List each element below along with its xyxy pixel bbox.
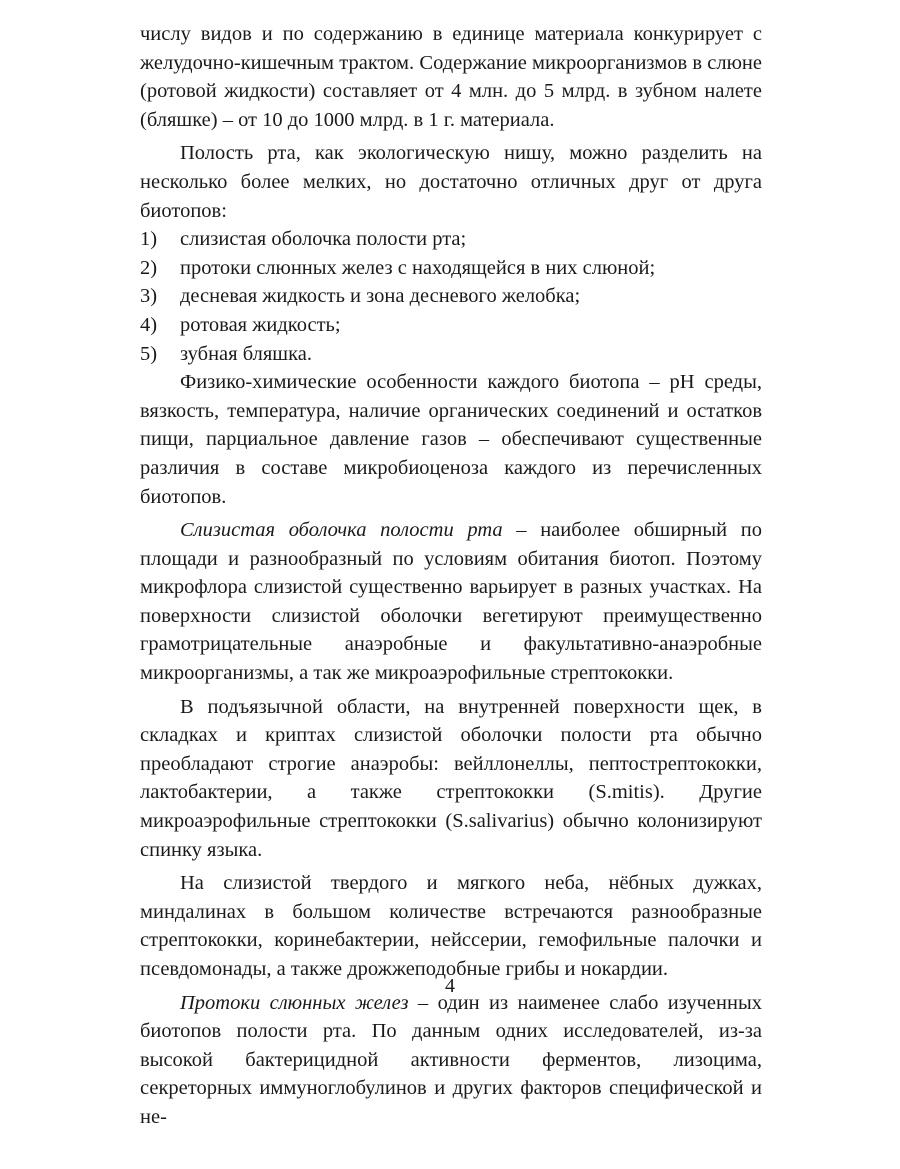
list-text: ротовая жидкость; bbox=[180, 313, 341, 336]
list-text: зубная бляшка. bbox=[180, 342, 312, 365]
paragraph-biotopes: Полость рта, как экологическую нишу, можно разделить на несколько более мелких, но достаточно отличных друг от друга биотопов: bbox=[140, 142, 762, 222]
paragraph-intro: числу видов и по содержанию в единице материала конкурирует с желудочно-кишечным трактом. Содержание микроорганизмов в слюне (ротовой жидкости) составляет от 4 млн. до 5 млрд. в зубном налете (бляшке) – от 10 до 1000 млрд. в 1 г. материала. bbox=[140, 23, 762, 131]
list-item bbox=[140, 340, 762, 369]
list-item bbox=[140, 254, 762, 283]
paragraph-salivary-ducts bbox=[140, 989, 762, 1132]
paragraph-palate: На слизистой твердого и мягкого неба, нёбных дужках, миндалинах в большом количестве встречаются разнообразные стрептококки, коринебактерии, нейссерии, гемофильные палочки и псевдомонады, а также дрожжеподобные грибы и нокардии. bbox=[140, 872, 762, 980]
page-number: 4 bbox=[445, 975, 455, 997]
paragraph-salivary-ducts-text: – один из наименее слабо изученных биотопов полости рта. По данным одних исследователей, из-за высокой бактерицидной активности ферментов, лизоцима, секреторных иммуноглобулинов и других факторов специфической и не- bbox=[140, 991, 762, 1128]
list-number: 5) bbox=[140, 342, 158, 365]
list-number: 4) bbox=[140, 313, 158, 336]
list-text: протоки слюнных желез с находящейся в них слюной; bbox=[180, 256, 656, 279]
paragraph-mucosa bbox=[140, 516, 762, 688]
italic-term-mucosa: Слизистая оболочка полости рта bbox=[180, 519, 503, 542]
paragraph-sublingual: В подъязычной области, на внутренней поверхности щек, в складках и криптах слизистой оболочки полости рта обычно преобладают строгие анаэробы: вейллонеллы, пептострептококки, лактобактерии, а также стрептококки (S.mitis). Другие микроаэрофильные стрептококки (S.salivarius) обычно колонизируют спинку языка. bbox=[140, 695, 762, 861]
list-number: 1) bbox=[140, 228, 158, 251]
list-number: 3) bbox=[140, 285, 158, 308]
document-page bbox=[140, 20, 762, 1132]
list-number: 2) bbox=[140, 256, 158, 279]
italic-term-salivary-ducts: Протоки слюнных желез bbox=[180, 991, 409, 1014]
list-item bbox=[140, 311, 762, 340]
paragraph-physchem: Физико-химические особенности каждого биотопа – pH среды, вязкость, температура, наличие органических соединений и остатков пищи, парциальное давление газов – обеспечивают существенные различия в составе микробиоценоза каждого из перечисленных биотопов. bbox=[140, 371, 762, 508]
list-text: слизистая оболочка полости рта; bbox=[180, 228, 467, 251]
list-item bbox=[140, 225, 762, 254]
biotope-list bbox=[140, 225, 762, 368]
list-item bbox=[140, 282, 762, 311]
paragraph-mucosa-text: – наиболее обширный по площади и разнообразный по условиям обитания биотоп. Поэтому микрофлора слизистой существенно варьирует в разных участках. На поверхности слизистой оболочки вегетируют преимущественно грамотрицательные анаэробные и факультативно-анаэробные микроорганизмы, а так же микроаэрофильные стрептококки. bbox=[140, 519, 762, 685]
list-text: десневая жидкость и зона десневого желобка; bbox=[180, 285, 581, 308]
